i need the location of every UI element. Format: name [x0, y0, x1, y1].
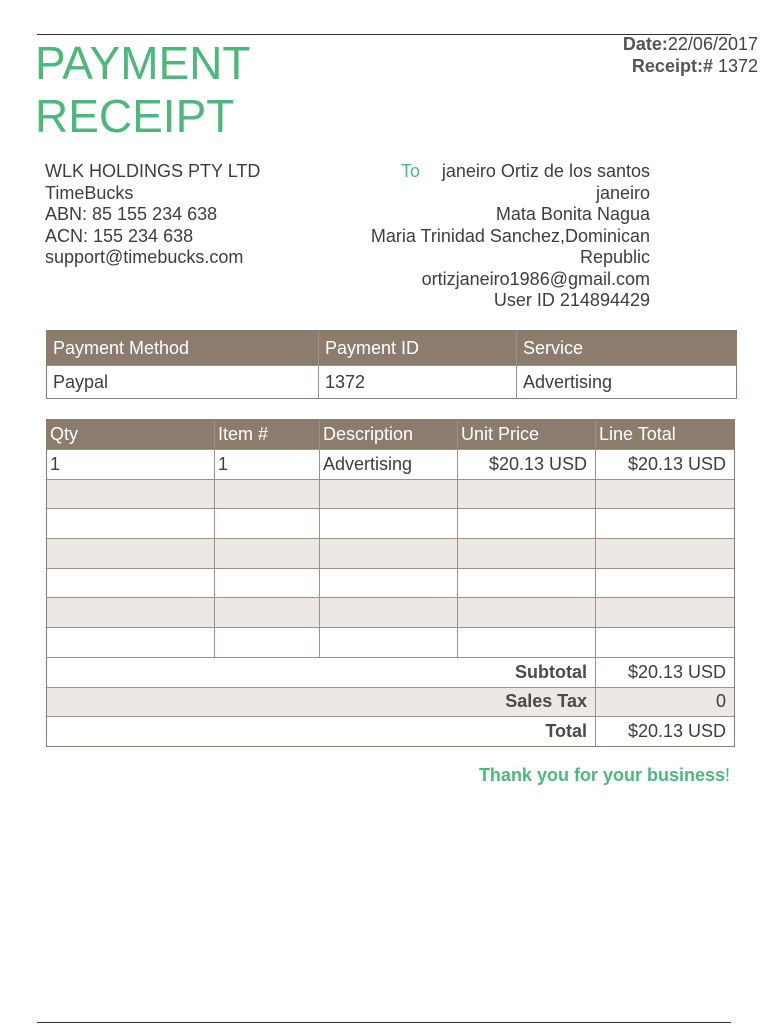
- table-row: [47, 508, 734, 538]
- service-cell: Advertising: [516, 366, 736, 398]
- line-total-cell: [595, 569, 734, 598]
- recipient-address-line: Mata Bonita Nagua: [495, 204, 650, 224]
- sender-company-name: WLK HOLDINGS PTY LTD: [45, 161, 261, 181]
- column-header-payment-id: Payment ID: [318, 331, 516, 365]
- recipient-label: To: [401, 161, 421, 181]
- unit-price-cell: [457, 480, 595, 509]
- sender-abn: ABN: 85 155 234 638: [45, 204, 218, 224]
- column-header-description: Description: [319, 420, 457, 449]
- line-items-table: [46, 419, 735, 747]
- column-header-item-number: Item #: [214, 420, 319, 449]
- total-label: Total: [545, 721, 587, 742]
- column-header-qty: Qty: [50, 424, 79, 444]
- table-row: [47, 627, 734, 657]
- table-row: [47, 449, 734, 479]
- recipient-user-id: User ID 214894429: [493, 290, 650, 310]
- unit-price-cell: [457, 539, 595, 568]
- sales-tax-value: 0: [595, 688, 734, 717]
- page-title: [35, 37, 251, 143]
- qty-cell: [47, 569, 214, 598]
- sales-tax-row: [47, 687, 734, 717]
- date-line: [623, 33, 758, 55]
- line-total-cell: [595, 480, 734, 509]
- items-table-header-row: [47, 420, 734, 449]
- receipt-number-line: [623, 55, 758, 77]
- payment-id-cell: 1372: [318, 366, 516, 398]
- title-line-payment: PAYMENT: [35, 37, 251, 89]
- description-cell: [319, 569, 457, 598]
- total-row: [47, 716, 734, 746]
- receipt-number-value: 1372: [717, 56, 758, 76]
- qty-cell: [47, 509, 214, 538]
- line-total-cell: [595, 598, 734, 627]
- unit-price-cell: [457, 628, 595, 657]
- unit-price-cell: [457, 569, 595, 598]
- qty-cell: 1: [50, 453, 61, 474]
- unit-price-cell: [457, 509, 595, 538]
- column-header-service: Service: [516, 331, 736, 365]
- table-row: [47, 597, 734, 627]
- payment-table-row: [47, 365, 736, 398]
- item-number-cell: [214, 480, 319, 509]
- payment-table-header-row: [47, 331, 736, 365]
- subtotal-label: Subtotal: [515, 661, 587, 682]
- item-number-cell: [214, 569, 319, 598]
- bottom-divider: [37, 1022, 731, 1023]
- recipient-name: janeiro Ortiz de los santos: [441, 161, 650, 181]
- description-cell: [319, 480, 457, 509]
- thank-you-message: [479, 764, 730, 786]
- column-header-payment-method: Payment Method: [53, 337, 190, 358]
- total-value: $20.13 USD: [595, 717, 734, 746]
- receipt-meta: [623, 33, 758, 77]
- sender-details: [45, 161, 260, 269]
- qty-cell: [47, 628, 214, 657]
- table-row: [47, 568, 734, 598]
- item-number-cell: [214, 539, 319, 568]
- recipient-email: ortizjaneiro1986@gmail.com: [421, 268, 650, 289]
- recipient-details: [320, 161, 650, 312]
- column-header-line-total: Line Total: [595, 420, 734, 449]
- description-cell: [319, 598, 457, 627]
- table-row: [47, 538, 734, 568]
- description-cell: [319, 539, 457, 568]
- thank-you-text: Thank you for your business: [478, 765, 725, 785]
- unit-price-cell: [457, 598, 595, 627]
- sender-email: support@timebucks.com: [45, 247, 244, 267]
- date-value: 22/06/2017: [667, 34, 758, 54]
- sender-trading-name: TimeBucks: [45, 182, 134, 203]
- line-total-cell: $20.13 USD: [595, 450, 734, 479]
- subtotal-value: $20.13 USD: [595, 658, 734, 687]
- payment-method-cell: Paypal: [53, 371, 109, 392]
- item-number-cell: [214, 628, 319, 657]
- qty-cell: [47, 598, 214, 627]
- date-label: Date:: [622, 34, 668, 54]
- line-total-cell: [595, 628, 734, 657]
- table-row: [47, 479, 734, 509]
- sales-tax-label: Sales Tax: [505, 691, 587, 712]
- subtotal-row: [47, 657, 734, 687]
- qty-cell: [47, 480, 214, 509]
- recipient-address-line: Republic: [579, 247, 650, 267]
- item-number-cell: [214, 509, 319, 538]
- sender-acn: ACN: 155 234 638: [45, 225, 194, 246]
- unit-price-cell: $20.13 USD: [457, 450, 595, 479]
- title-line-receipt: RECEIPT: [35, 90, 235, 142]
- payment-details-table: [46, 330, 737, 399]
- description-cell: [319, 509, 457, 538]
- line-total-cell: [595, 539, 734, 568]
- column-header-unit-price: Unit Price: [457, 420, 595, 449]
- thank-you-exclamation: !: [724, 765, 730, 785]
- recipient-address-line: janeiro: [595, 182, 650, 203]
- item-number-cell: [214, 598, 319, 627]
- qty-cell: [47, 539, 214, 568]
- item-number-cell: 1: [214, 450, 319, 479]
- receipt-number-label: Receipt:#: [631, 56, 713, 76]
- description-cell: Advertising: [319, 450, 457, 479]
- line-total-cell: [595, 509, 734, 538]
- description-cell: [319, 628, 457, 657]
- recipient-address-line: Maria Trinidad Sanchez,Dominican: [370, 225, 650, 246]
